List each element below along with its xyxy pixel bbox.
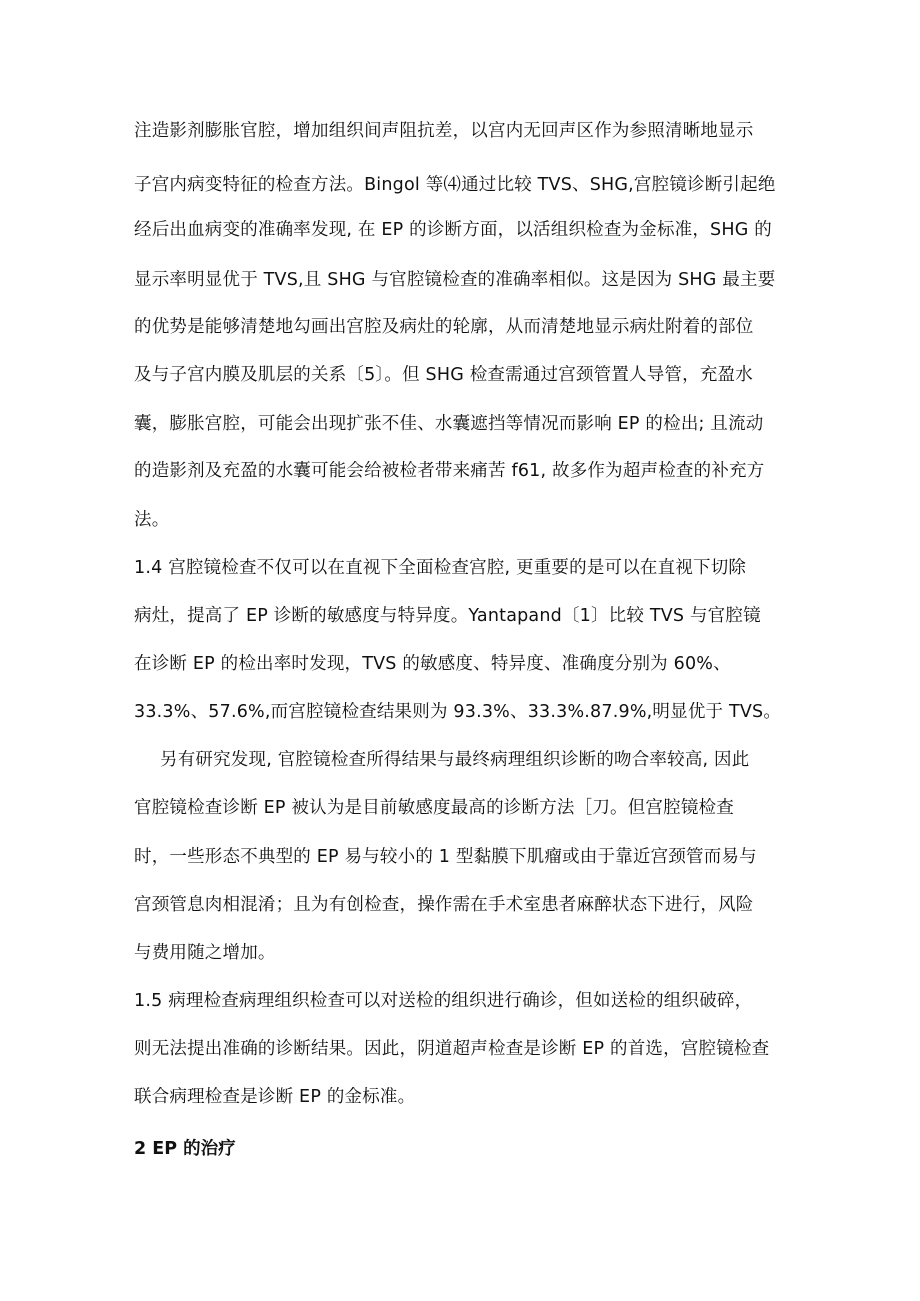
text-line: 在诊断 EP 的检出率时发现，TVS 的敏感度、特异度、准确度分别为 60%、 — [134, 654, 731, 674]
text-line: 宫颈管息肉相混淆；且为有创检查，操作需在手术室患者麻醉状态下进行，风险 — [134, 895, 754, 915]
text-line: 时，一些形态不典型的 EP 易与较小的 1 型黏膜下肌瘤或由于靠近宫颈管而易与 — [134, 847, 757, 867]
section-heading: 2 EP 的治疗 — [134, 1139, 236, 1159]
text-line: 显示率明显优于 TVS,且 SHG 与官腔镜检查的准确率相似。这是因为 SHG 最主要 — [134, 270, 776, 290]
text-line: 注造影剂膨胀官腔，增加组织间声阻抗差，以宫内无回声区作为参照清晰地显示 — [134, 121, 754, 141]
text-line: 经后出血病变的准确率发现, 在 EP 的诊断方面，以活组织检查为金标准，SHG 的 — [134, 220, 772, 240]
text-line: 则无法提出准确的诊断结果。因此，阴道超声检查是诊断 EP 的首选，宫腔镜检查 — [134, 1039, 770, 1059]
text-line: 1.4 宫腔镜检查不仅可以在直视下全面检查宫腔, 更重要的是可以在直视下切除 — [134, 558, 747, 578]
text-line: 1.5 病理检查病理组织检查可以对送检的组织进行确诊，但如送检的组织破碎， — [134, 991, 753, 1011]
text-line: 的造影剂及充盈的水囊可能会给被检者带来痛苦 f61, 故多作为超声检查的补充方 — [134, 461, 765, 481]
text-line: 病灶，提高了 EP 诊断的敏感度与特异度。Yantapand〔1〕比较 TVS 与官腔镜 — [134, 606, 761, 626]
text-line: 与费用随之增加。 — [134, 943, 276, 963]
text-line: 囊，膨胀宫腔，可能会出现扩张不佳、水囊遮挡等情况而影响 EP 的检出; 且流动 — [134, 414, 764, 434]
text-line: 联合病理检查是诊断 EP 的金标准。 — [134, 1087, 416, 1107]
text-line: 另有研究发现, 官腔镜检查所得结果与最终病理组织诊断的吻合率较高, 因此 — [160, 750, 750, 770]
text-line: 33.3%、57.6%,而宫腔镜检查结果则为 93.3%、33.3%.87.9%,明显优于 TVS。 — [134, 702, 782, 722]
text-line: 及与子宫内膜及肌层的关系〔5〕。但 SHG 检查需通过宫颈管置人导管，充盈水 — [134, 365, 753, 385]
text-line: 子宫内病变特征的检查方法。Bingol 等⑷通过比较 TVS、SHG,宫腔镜诊断引起绝 — [134, 175, 776, 195]
text-line: 官腔镜检查诊断 EP 被认为是目前敏感度最高的诊断方法［刀。但宫腔镜检查 — [134, 798, 734, 818]
text-line: 的优势是能够清楚地勾画出宫腔及病灶的轮廓，从而清楚地显示病灶附着的部位 — [134, 317, 754, 337]
text-line: 法。 — [134, 510, 170, 530]
